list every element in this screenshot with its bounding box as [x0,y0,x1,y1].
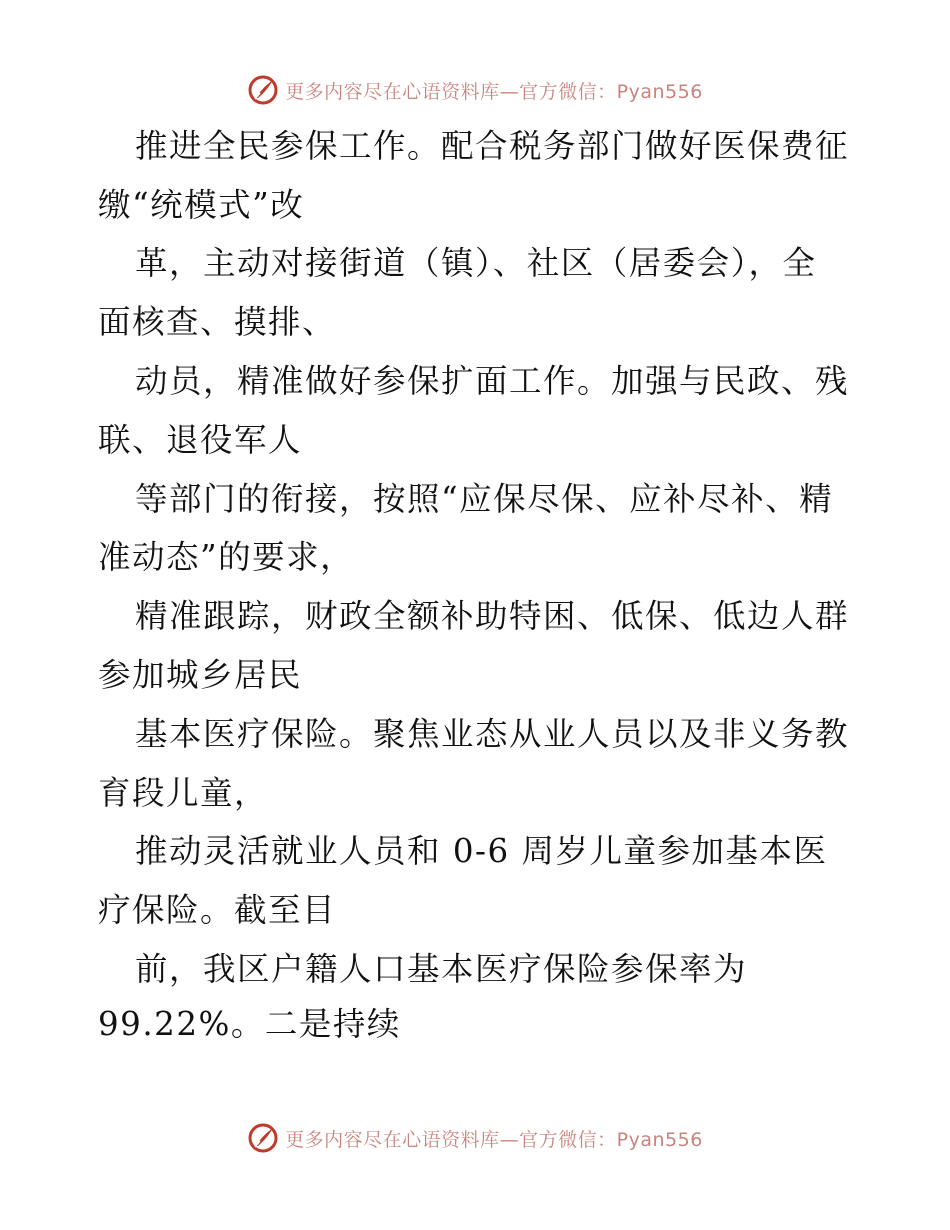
text-line-7: 等部门的衔接，按照“应保尽保、应补尽补、精 [135,480,834,518]
text-line-11: 基本医疗保险。聚焦业态从业人员以及非义务教 [135,715,850,753]
text-line-9: 精准跟踪，财政全额补助特困、低保、低边人群 [135,597,850,635]
feather-pen-logo-icon [247,1122,279,1154]
text-line-10: 参加城乡居民 [98,656,303,694]
text-line-16: 99.22%。二是持续 [98,1005,401,1043]
text-line-3: 革，主动对接街道（镇）、社区（居委会），全 [135,244,817,282]
text-line-1: 推进全民参保工作。配合税务部门做好医保费征 [135,127,850,165]
text-line-15: 前，我区户籍人口基本医疗保险参保率为 [135,950,748,988]
text-line-13: 推动灵活就业人员和 0-6 周岁儿童参加基本医 [135,832,828,870]
text-line-14: 疗保险。截至目 [98,891,337,929]
text-line-2: 缴“统模式”改 [98,186,305,224]
footer-watermark [0,1118,950,1158]
text-line-6: 联、退役军人 [98,421,303,459]
text-line-4: 面核查、摸排、 [98,303,337,341]
text-line-5: 动员，精准做好参保扩面工作。加强与民政、残 [135,362,850,400]
text-line-12: 育段儿童， [98,774,269,812]
footer-watermark-text: 更多内容尽在心语资料库—官方微信：Pyan556 [285,1128,703,1151]
text-line-8: 准动态”的要求， [98,538,355,576]
header-watermark-text: 更多内容尽在心语资料库—官方微信：Pyan556 [285,80,703,103]
